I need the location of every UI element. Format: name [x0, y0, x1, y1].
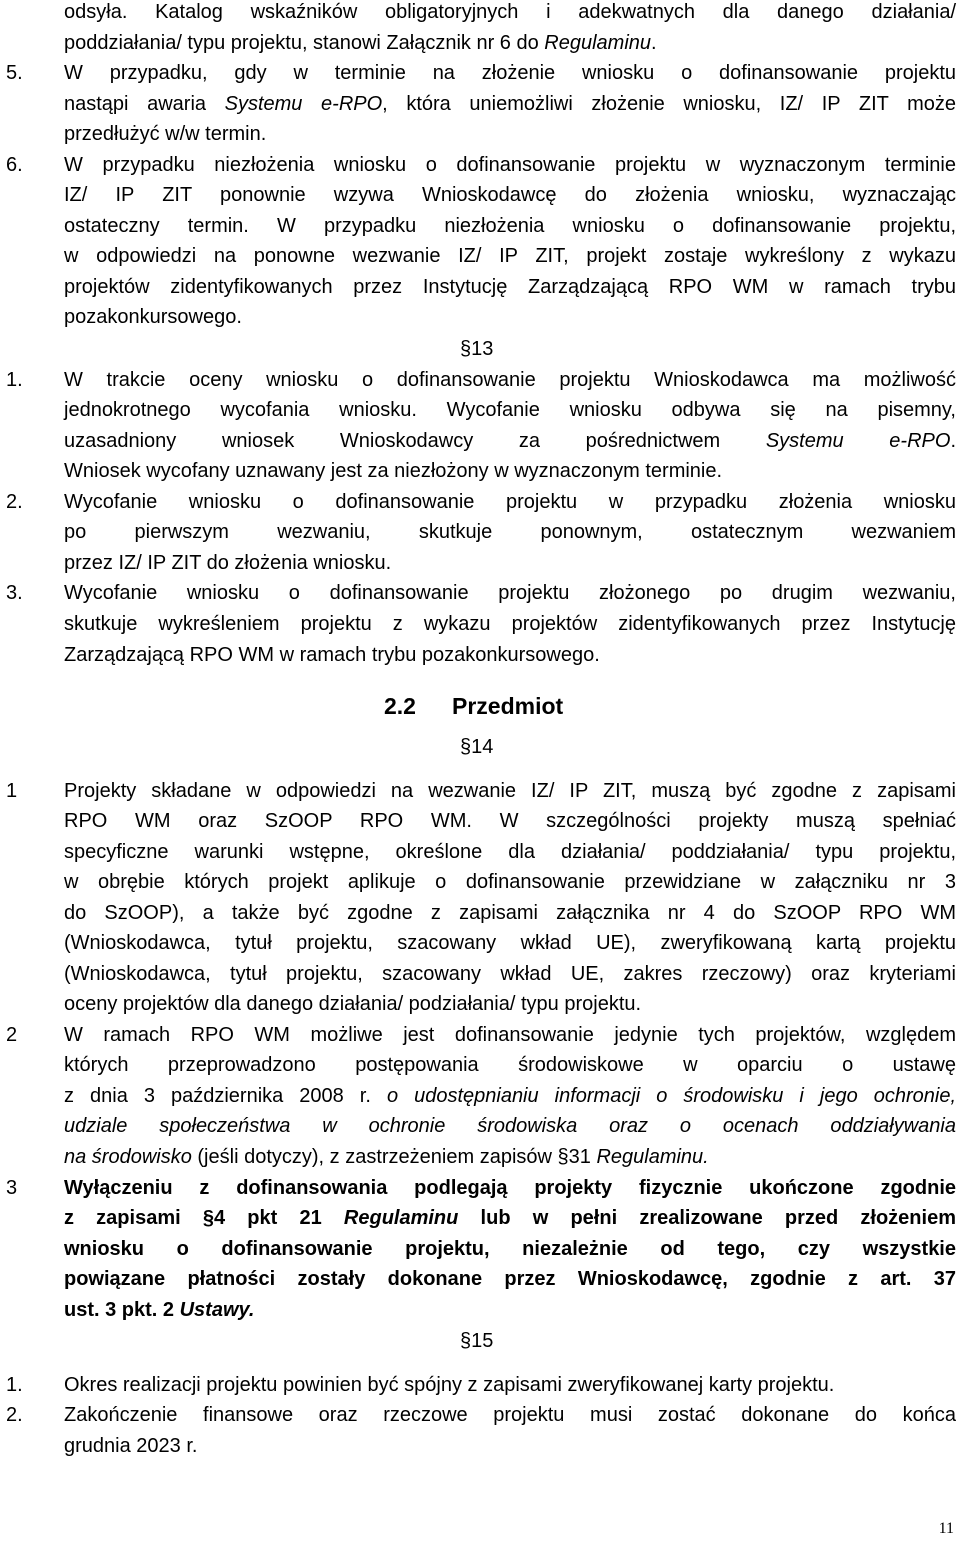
section-paragraph-title: §13 — [460, 338, 494, 360]
paragraph-line: W trakcie oceny wniosku o dofinansowanie projektu Wnioskodawca ma możliwość — [64, 369, 956, 391]
paragraph-line: w odpowiedzi na ponowne wezwanie IZ/ IP ZIT, projekt zostaje wykreślony z wykazu — [64, 245, 956, 267]
paragraph-line: (Wnioskodawca, tytuł projektu, szacowany wkład UE, zakres rzeczowy) oraz kryteriami — [64, 963, 956, 985]
paragraph-line: ust. 3 pkt. 2 Ustawy. — [64, 1299, 255, 1321]
item-number: 3. — [6, 582, 23, 604]
paragraph-line: IZ/ IP ZIT ponownie wzywa Wnioskodawcę do złożenia wniosku, wyznaczając — [64, 184, 956, 206]
paragraph-line: W przypadku, gdy w terminie na złożenie wniosku o dofinansowanie projektu — [64, 62, 956, 84]
paragraph-line: ostateczny termin. W przypadku niezłożenia wniosku o dofinansowanie projektu, — [64, 215, 956, 237]
paragraph-line: Wniosek wycofany uznawany jest za niezłożony w wyznaczonym terminie. — [64, 460, 723, 482]
paragraph-line: RPO WM oraz SzOOP RPO WM. W szczególności projekty muszą spełniać — [64, 810, 956, 832]
paragraph-line: skutkuje wykreśleniem projektu z wykazu projektów zidentyfikowanych przez Instytucję — [64, 613, 956, 635]
item-number: 1. — [6, 369, 23, 391]
paragraph-line: poddziałania/ typu projektu, stanowi Załącznik nr 6 do Regulaminu. — [64, 32, 657, 54]
paragraph-line: Projekty składane w odpowiedzi na wezwanie IZ/ IP ZIT, muszą być zgodne z zapisami — [64, 780, 956, 802]
paragraph-line: jednokrotnego wycofania wniosku. Wycofanie wniosku odbywa się na pisemny, — [64, 399, 956, 421]
section-number: 2.2 — [384, 693, 416, 719]
paragraph-line: w obrębie których projekt aplikuje o dofinansowanie przewidziane w załączniku nr 3 — [64, 871, 956, 893]
paragraph-line: z zapisami §4 pkt 21 Regulaminu lub w pełni zrealizowane przed złożeniem — [64, 1207, 956, 1229]
paragraph-line: nastąpi awaria Systemu e-RPO, która uniemożliwi złożenie wniosku, IZ/ IP ZIT może — [64, 93, 957, 115]
item-number: 2 — [6, 1024, 18, 1046]
item-number: 2. — [6, 491, 23, 513]
paragraph-line: uzasadniony wniosek Wnioskodawcy za pośrednictwem Systemu e-RPO. — [64, 430, 956, 452]
paragraph-line: przez IZ/ IP ZIT do złożenia wniosku. — [64, 552, 392, 574]
paragraph-line: Wycofanie wniosku o dofinansowanie projektu złożonego po drugim wezwaniu, — [64, 582, 956, 604]
paragraph-line: na środowisko (jeśli dotyczy), z zastrzeżeniem zapisów §31 Regulaminu. — [64, 1146, 709, 1168]
paragraph-line: W przypadku niezłożenia wniosku o dofinansowanie projektu w wyznaczonym terminie — [64, 154, 956, 176]
section-title: Przedmiot — [451, 693, 564, 719]
paragraph-line: Zakończenie finansowe oraz rzeczowe projektu musi zostać dokonane do końca — [64, 1404, 956, 1426]
paragraph-line: projektów zidentyfikowanych przez Instytucję Zarządzającą RPO WM w ramach trybu — [64, 276, 956, 298]
section-heading — [384, 691, 563, 721]
paragraph-line: W ramach RPO WM możliwe jest dofinansowanie jedynie tych projektów, względem — [64, 1024, 956, 1046]
item-number: 2. — [6, 1404, 23, 1426]
paragraph-line: udziale społeczeństwa w ochronie środowiska oraz o ocenach oddziaływania — [64, 1115, 956, 1137]
paragraph-line: grudnia 2023 r. — [64, 1435, 198, 1457]
paragraph-line: pozakonkursowego. — [64, 306, 242, 328]
paragraph-line: których przeprowadzono postępowania środowiskowe w oparciu o ustawę — [64, 1054, 956, 1076]
section-paragraph-title: §14 — [460, 736, 494, 758]
paragraph-line: Zarządzającą RPO WM w ramach trybu pozakonkursowego. — [64, 644, 600, 666]
paragraph-line: powiązane płatności zostały dokonane przez Wnioskodawcę, zgodnie z art. 37 — [64, 1268, 956, 1290]
paragraph-line: do SzOOP), a także być zgodne z zapisami załącznika nr 4 do SzOOP RPO WM — [64, 902, 956, 924]
paragraph-line: oceny projektów dla danego działania/ podziałania/ typu projektu. — [64, 993, 642, 1015]
paragraph-line: Wyłączeniu z dofinansowania podlegają projekty fizycznie ukończone zgodnie — [64, 1177, 956, 1199]
paragraph-line: odsyła. Katalog wskaźników obligatoryjnych i adekwatnych dla danego działania/ — [64, 1, 956, 23]
paragraph-line: (Wnioskodawca, tytuł projektu, szacowany wkład UE), zweryfikowaną kartą projektu — [64, 932, 956, 954]
regulation-reference: Regulaminu — [544, 32, 652, 54]
item-number: 5. — [6, 62, 23, 84]
page-number: 11 — [938, 1520, 954, 1537]
paragraph-line: Okres realizacji projektu powinien być spójny z zapisami zweryfikowanej karty projektu. — [64, 1374, 835, 1396]
paragraph-line: wniosku o dofinansowanie projektu, niezależnie od tego, czy wszystkie — [64, 1238, 956, 1260]
paragraph-line: po pierwszym wezwaniu, skutkuje ponownym, ostatecznym wezwaniem — [64, 521, 956, 543]
item-number: 3 — [6, 1177, 18, 1199]
paragraph-line: z dnia 3 października 2008 r. o udostępnianiu informacji o środowisku i jego ochronie, — [64, 1085, 956, 1107]
paragraph-line: specyficzne warunki wstępne, określone dla działania/ poddziałania/ typu projektu, — [64, 841, 956, 863]
section-paragraph-title: §15 — [460, 1330, 494, 1352]
item-number: 6. — [6, 154, 23, 176]
item-number: 1 — [6, 780, 18, 802]
item-number: 1. — [6, 1374, 23, 1396]
paragraph-line: przedłużyć w/w termin. — [64, 123, 267, 145]
paragraph-line: Wycofanie wniosku o dofinansowanie projektu w przypadku złożenia wniosku — [64, 491, 956, 513]
